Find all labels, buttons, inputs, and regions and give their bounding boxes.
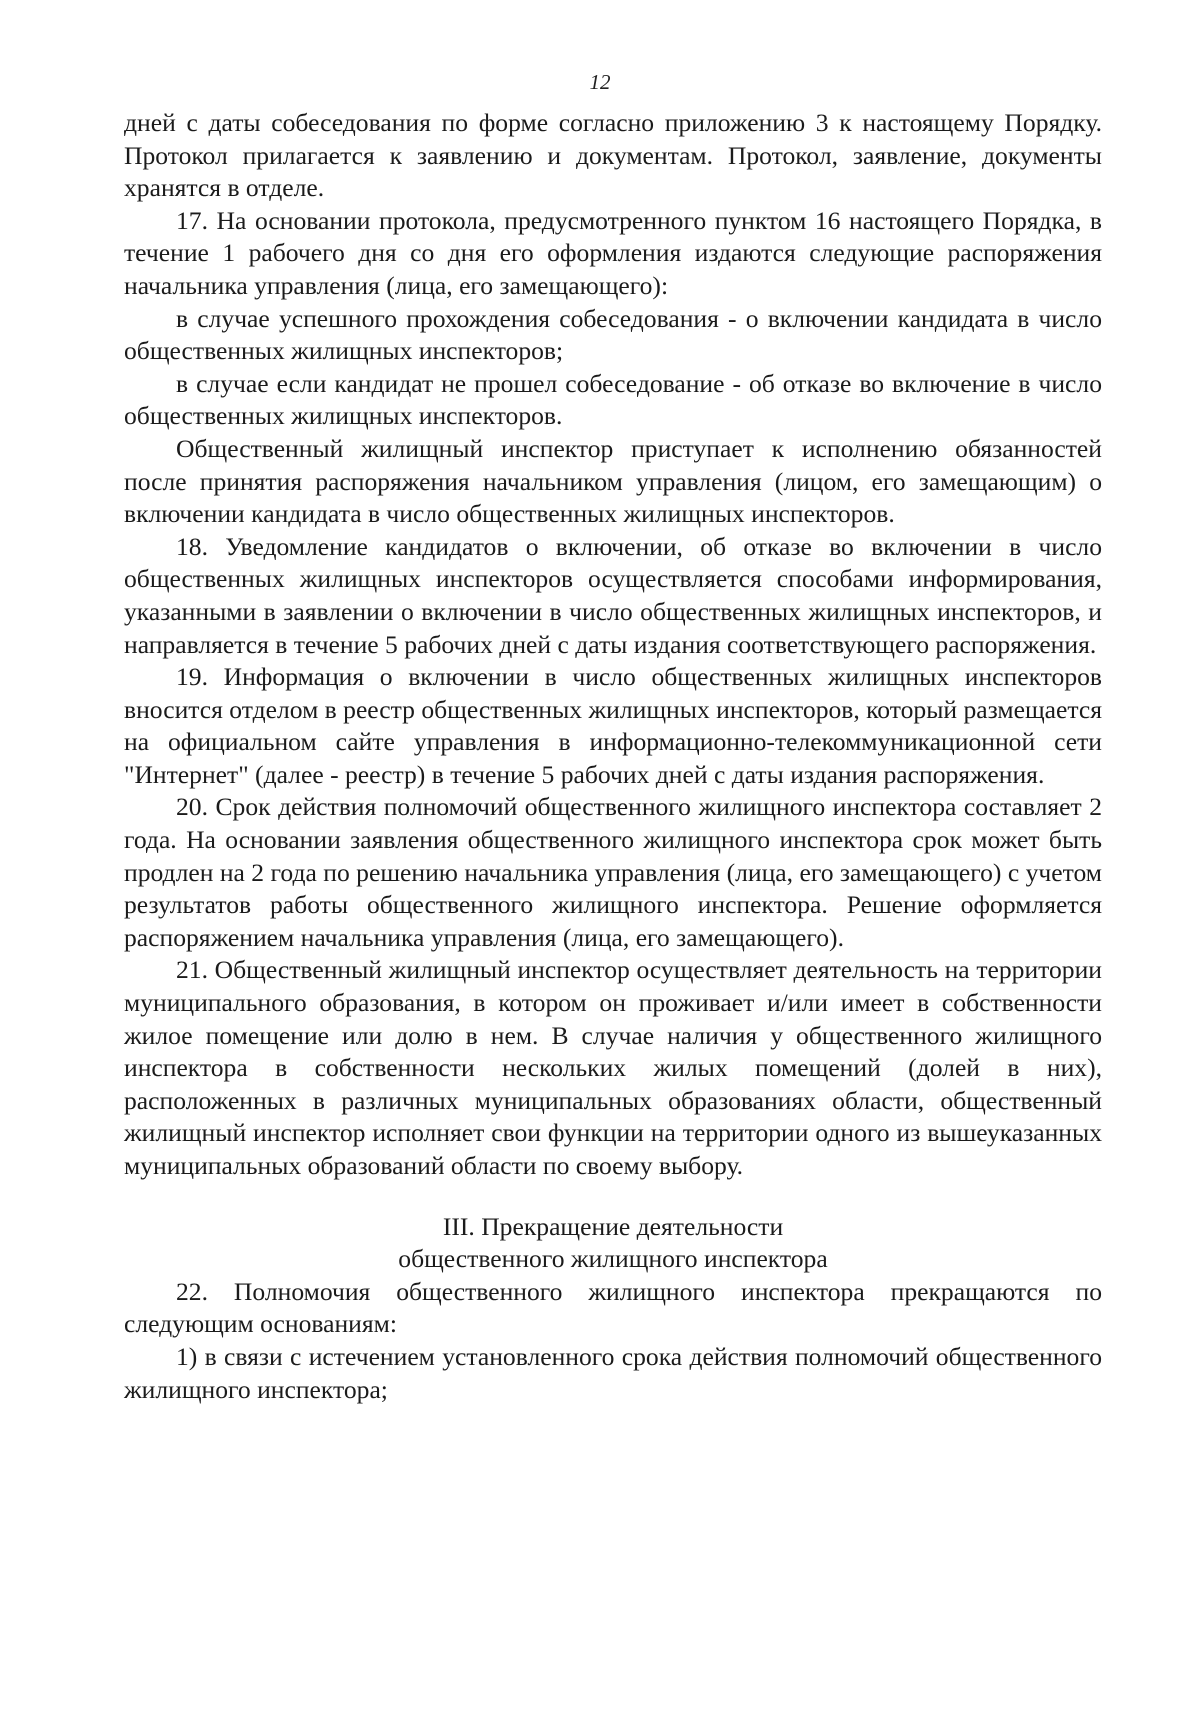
document-body [124,107,1102,1406]
paragraph-17-case-refusal: в случае если кандидат не прошел собеседование - об отказе во включение в число общественных жилищных инспекторов. [124,368,1102,431]
paragraph-21: 21. Общественный жилищный инспектор осуществляет деятельность на территории муниципального образования, в котором он проживает и/или имеет в собственности жилое помещение или долю в нем. В случае наличия у общественного жилищного инспектора в собственности нескольких жилых помещений (долей в них), расположенных в различных муниципальных образованиях области, общественный жилищный инспектор исполняет свои функции на территории одного из вышеуказанных муниципальных образований области по своему выбору. [124,955,1102,1180]
paragraph-18: 18. Уведомление кандидатов о включении, об отказе во включении в число общественных жилищных инспекторов осуществляется способами информирования, указанными в заявлении о включении в число общественных жилищных инспекторов, и направляется в течение 5 рабочих дней с даты издания соответствующего распоряжения. [124,531,1102,659]
section-heading-line-2: общественного жилищного инспектора [398,1244,828,1274]
paragraph-19: 19. Информация о включении в число общественных жилищных инспекторов вносится отделом в реестр общественных жилищных инспекторов, который размещается на официальном сайте управления в информационно-телекоммуникационной сети "Интернет" (далее - реестр) в течение 5 рабочих дней с даты издания распоряжения. [124,662,1103,789]
paragraph-17-start-duties: Общественный жилищный инспектор приступает к исполнению обязанностей после принятия распоряжения начальником управления (лицом, его замещающим) о включении кандидата в число общественных жилищных инспекторов. [124,433,1102,529]
section-spacer [124,1183,1102,1211]
page-number: 12 [589,70,611,94]
paragraph-20: 20. Срок действия полномочий общественного жилищного инспектора составляет 2 года. На основании заявления общественного жилищного инспектора срок может быть продлен на 2 года по решению начальника управления (лица, его замещающего) с учетом результатов работы общественного жилищного инспектора. Решение оформляется распоряжением начальника управления (лица, его замещающего). [124,792,1102,952]
paragraph-22-item-1: 1) в связи с истечением установленного срока действия полномочий общественного жилищного инспектора; [124,1341,1102,1404]
paragraph-continuation: дней с даты собеседования по форме согласно приложению 3 к настоящему Порядку. Протокол прилагается к заявлению и документам. Протокол, заявление, документы хранятся в отделе. [124,108,1102,203]
paragraph-17: 17. На основании протокола, предусмотренного пунктом 16 настоящего Порядка, в течение 1 рабочего дня со дня его оформления издаются следующие распоряжения начальника управления (лица, его замещающего): [124,205,1102,300]
paragraph-22: 22. Полномочия общественного жилищного инспектора прекращаются по следующим основаниям: [124,1276,1102,1339]
paragraph-17-case-success: в случае успешного прохождения собеседования - о включении кандидата в число общественных жилищных инспекторов; [124,303,1102,366]
section-heading-line-1: III. Прекращение деятельности [442,1211,784,1241]
